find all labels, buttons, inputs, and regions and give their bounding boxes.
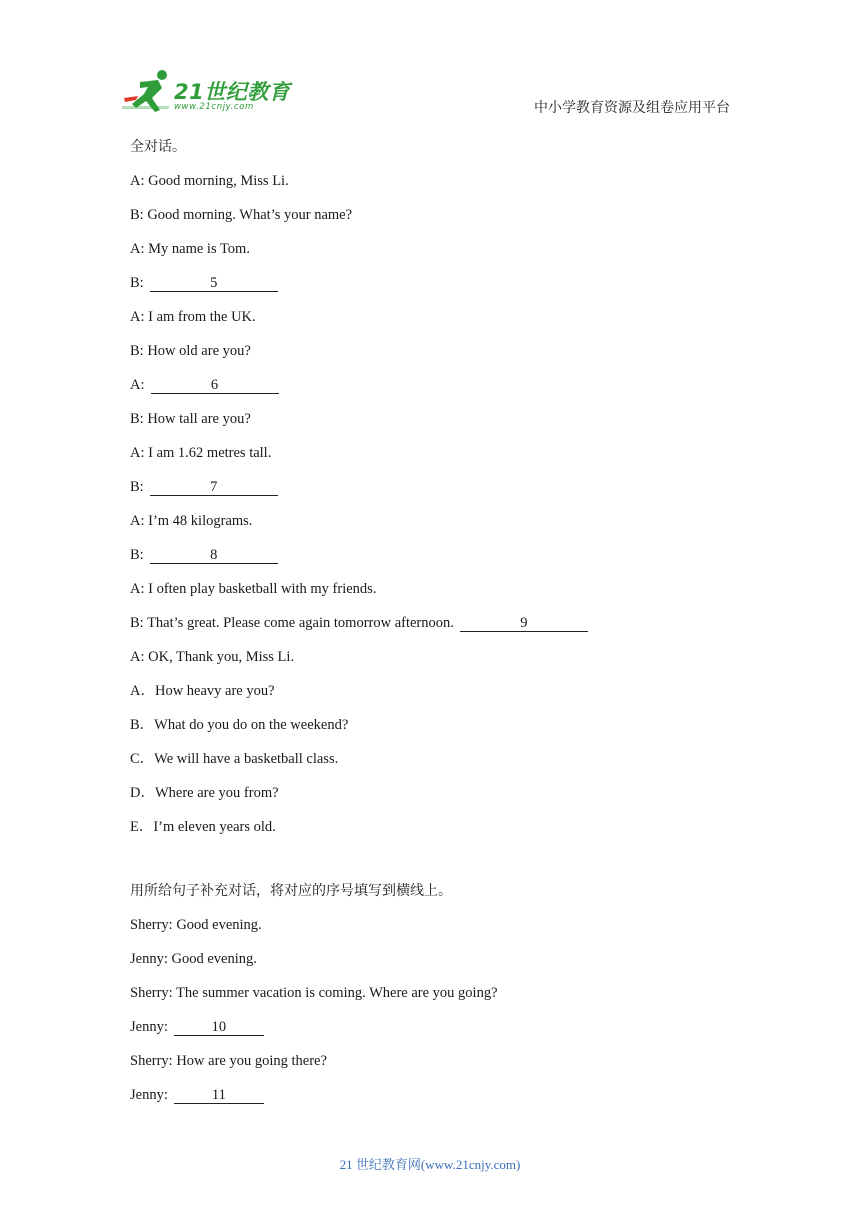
option-a: A．How heavy are you?: [130, 683, 275, 699]
dialogue-line: B: 5: [130, 274, 278, 292]
answer-blank[interactable]: 7: [150, 480, 278, 496]
dialogue-line: A: OK, Thank you, Miss Li.: [130, 649, 295, 665]
dialogue-line: Sherry: Good evening.: [130, 917, 262, 933]
logo: [122, 68, 292, 116]
option-e: E．I’m eleven years old.: [130, 819, 276, 835]
option-d: D．Where are you from?: [130, 785, 279, 801]
dialogue-line: B: How tall are you?: [130, 411, 251, 427]
answer-blank[interactable]: 9: [460, 616, 588, 632]
dialogue-line: Sherry: How are you going there?: [130, 1053, 327, 1069]
section2-instruction: 用所给句子补充对话，将对应的序号填写到横线上。: [130, 883, 452, 899]
option-c: C．We will have a basketball class.: [130, 751, 339, 767]
dialogue-line: A: 6: [130, 376, 279, 394]
header-slogan: 中小学教育资源及组卷应用平台: [534, 100, 730, 116]
dialogue-line: A: I am from the UK.: [130, 309, 256, 325]
dialogue-line: B: How old are you?: [130, 343, 251, 359]
dialogue-line: A: I often play basketball with my friends.: [130, 581, 377, 597]
answer-blank[interactable]: 8: [150, 548, 278, 564]
answer-blank[interactable]: 11: [174, 1088, 264, 1104]
dialogue-line: B: Good morning. What’s your name?: [130, 207, 353, 223]
dialogue-line: B: That’s great. Please come again tomorrow afternoon. 9: [130, 614, 588, 632]
dialogue-line: Sherry: The summer vacation is coming. Where are you going?: [130, 985, 498, 1001]
answer-blank[interactable]: 5: [150, 276, 278, 292]
dialogue-line: Jenny: Good evening.: [130, 951, 257, 967]
logo-url: www.21cnjy.com: [174, 102, 254, 112]
logo-text: 21世纪教育: [174, 80, 291, 104]
section1-instruction: 全对话。: [130, 139, 186, 155]
dialogue-line: Jenny: 10: [130, 1018, 264, 1036]
dialogue-line: B: 8: [130, 546, 278, 564]
dialogue-line: A: I am 1.62 metres tall.: [130, 445, 272, 461]
runner-logo-icon: [122, 68, 174, 116]
dialogue-line: Jenny: 11: [130, 1086, 264, 1104]
dialogue-line: A: Good morning, Miss Li.: [130, 173, 289, 189]
footer-text[interactable]: 21 世纪教育网(www.21cnjy.com): [339, 1157, 521, 1172]
answer-blank[interactable]: 10: [174, 1020, 264, 1036]
page-header: [0, 0, 860, 130]
option-b: B．What do you do on the weekend?: [130, 717, 349, 733]
dialogue-line: A: My name is Tom.: [130, 241, 250, 257]
answer-blank[interactable]: 6: [151, 378, 279, 394]
dialogue-line: A: I’m 48 kilograms.: [130, 513, 253, 529]
page-footer: [0, 1154, 860, 1173]
dialogue-line: B: 7: [130, 478, 278, 496]
